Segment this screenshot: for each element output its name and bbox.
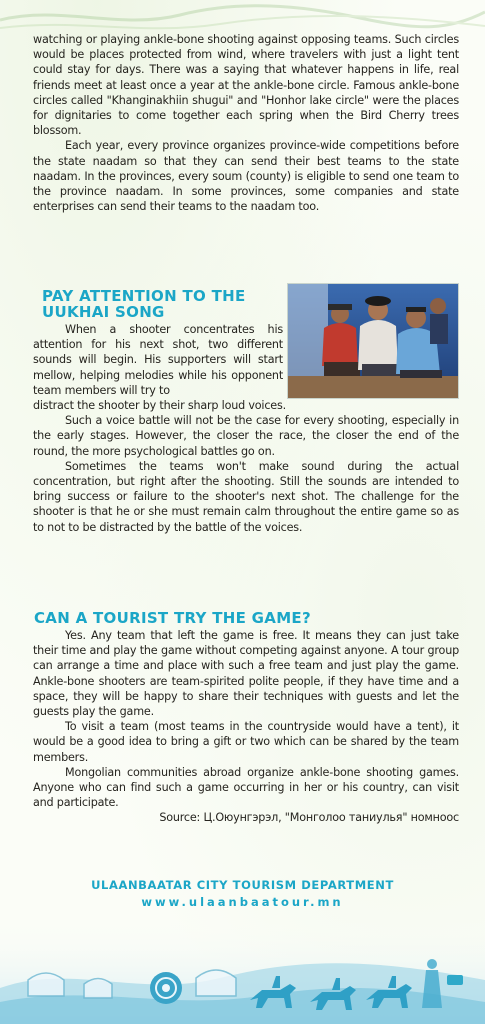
intro-text — [33, 32, 459, 214]
paragraph-communities-abroad: Mongolian communities abroad organize ankle-bone shooting games. Anyone who can find such a game occurring in her or his country, can visit and participate. — [33, 765, 459, 810]
paragraph-two-sounds-continued: distract the shooter by their sharp loud voices. — [33, 399, 286, 413]
page-marker — [447, 975, 463, 985]
department-name: ULAANBAATAR CITY TOURISM DEPARTMENT — [91, 878, 394, 892]
section-tourist-body — [33, 628, 459, 826]
source-citation: Source: Ц.Оюунгэрэл, "Монголоо таниулья" номноос — [159, 811, 459, 825]
paragraph-remain-calm: Sometimes the teams won't make sound during the actual concentration, but right after the shooting. Still the sounds are intended to bring success or failure to the shooter's next shot. The challenge for the shooter is that he or she must remain calm throughout the entire game so as to not to be distracted by the battle of the voices. — [33, 459, 459, 534]
paragraph-province-competitions: Each year, every province organizes province-wide competitions before the state naadam so that they can send their best teams to the state naadam. In the provinces, every soum (county) is eligible to send one team to the province naadam. In some provinces, some companies and state enterprises can send their teams to the naadam too. — [33, 139, 459, 214]
paragraph-bring-gift: To visit a team (most teams in the countryside would have a tent), it would be a good idea to bring a gift or two which can be shared by the team members. — [33, 720, 459, 764]
paragraph-voice-battle: Such a voice battle will not be the case for every shooting, especially in the early stages. However, the closer the race, the closer the end of the round, the more psychological battles go on. — [33, 414, 459, 458]
paragraph-ankle-bone-circles: watching or playing ankle-bone shooting against opposing teams. Such circles would be places protected from wind, where travelers with just a light tent could stay for days. There was a saying that whatever happens in life, real friends meet at least once a year at the ankle-bone circle. Famous ankle-bone circles called "Khanginakhiin shugui" and "Honhor lake circle" were the places for dignitaries to come together each spring when the Bird Cherry trees blossom. — [33, 33, 459, 138]
section-heading-tourist: CAN A TOURIST TRY THE GAME? — [34, 609, 311, 627]
website-url[interactable]: www.ulaanbaatour.mn — [141, 895, 344, 909]
section-uukhai-body — [33, 322, 459, 535]
bottom-illustration — [0, 918, 485, 1024]
paragraph-free-team: Yes. Any team that left the game is free. It means they can just take their time and play the game without competing against anyone. A tour group can arrange a time and place with such a free team and just play the game. Ankle-bone shooters are team-spirited polite people, if they have time and a space, they will be happy to share their techniques with guests and let the guests play the game. — [33, 629, 459, 719]
paragraph-two-sounds: When a shooter concentrates his attention for his next shot, two different sounds will begin. His supporters will start mellow, helping melodies while his opponent team members will try to — [33, 323, 283, 397]
section-heading-uukhai: PAY ATTENTION TO THE UUKHAI SONG — [42, 287, 246, 321]
top-ornament — [0, 0, 485, 36]
